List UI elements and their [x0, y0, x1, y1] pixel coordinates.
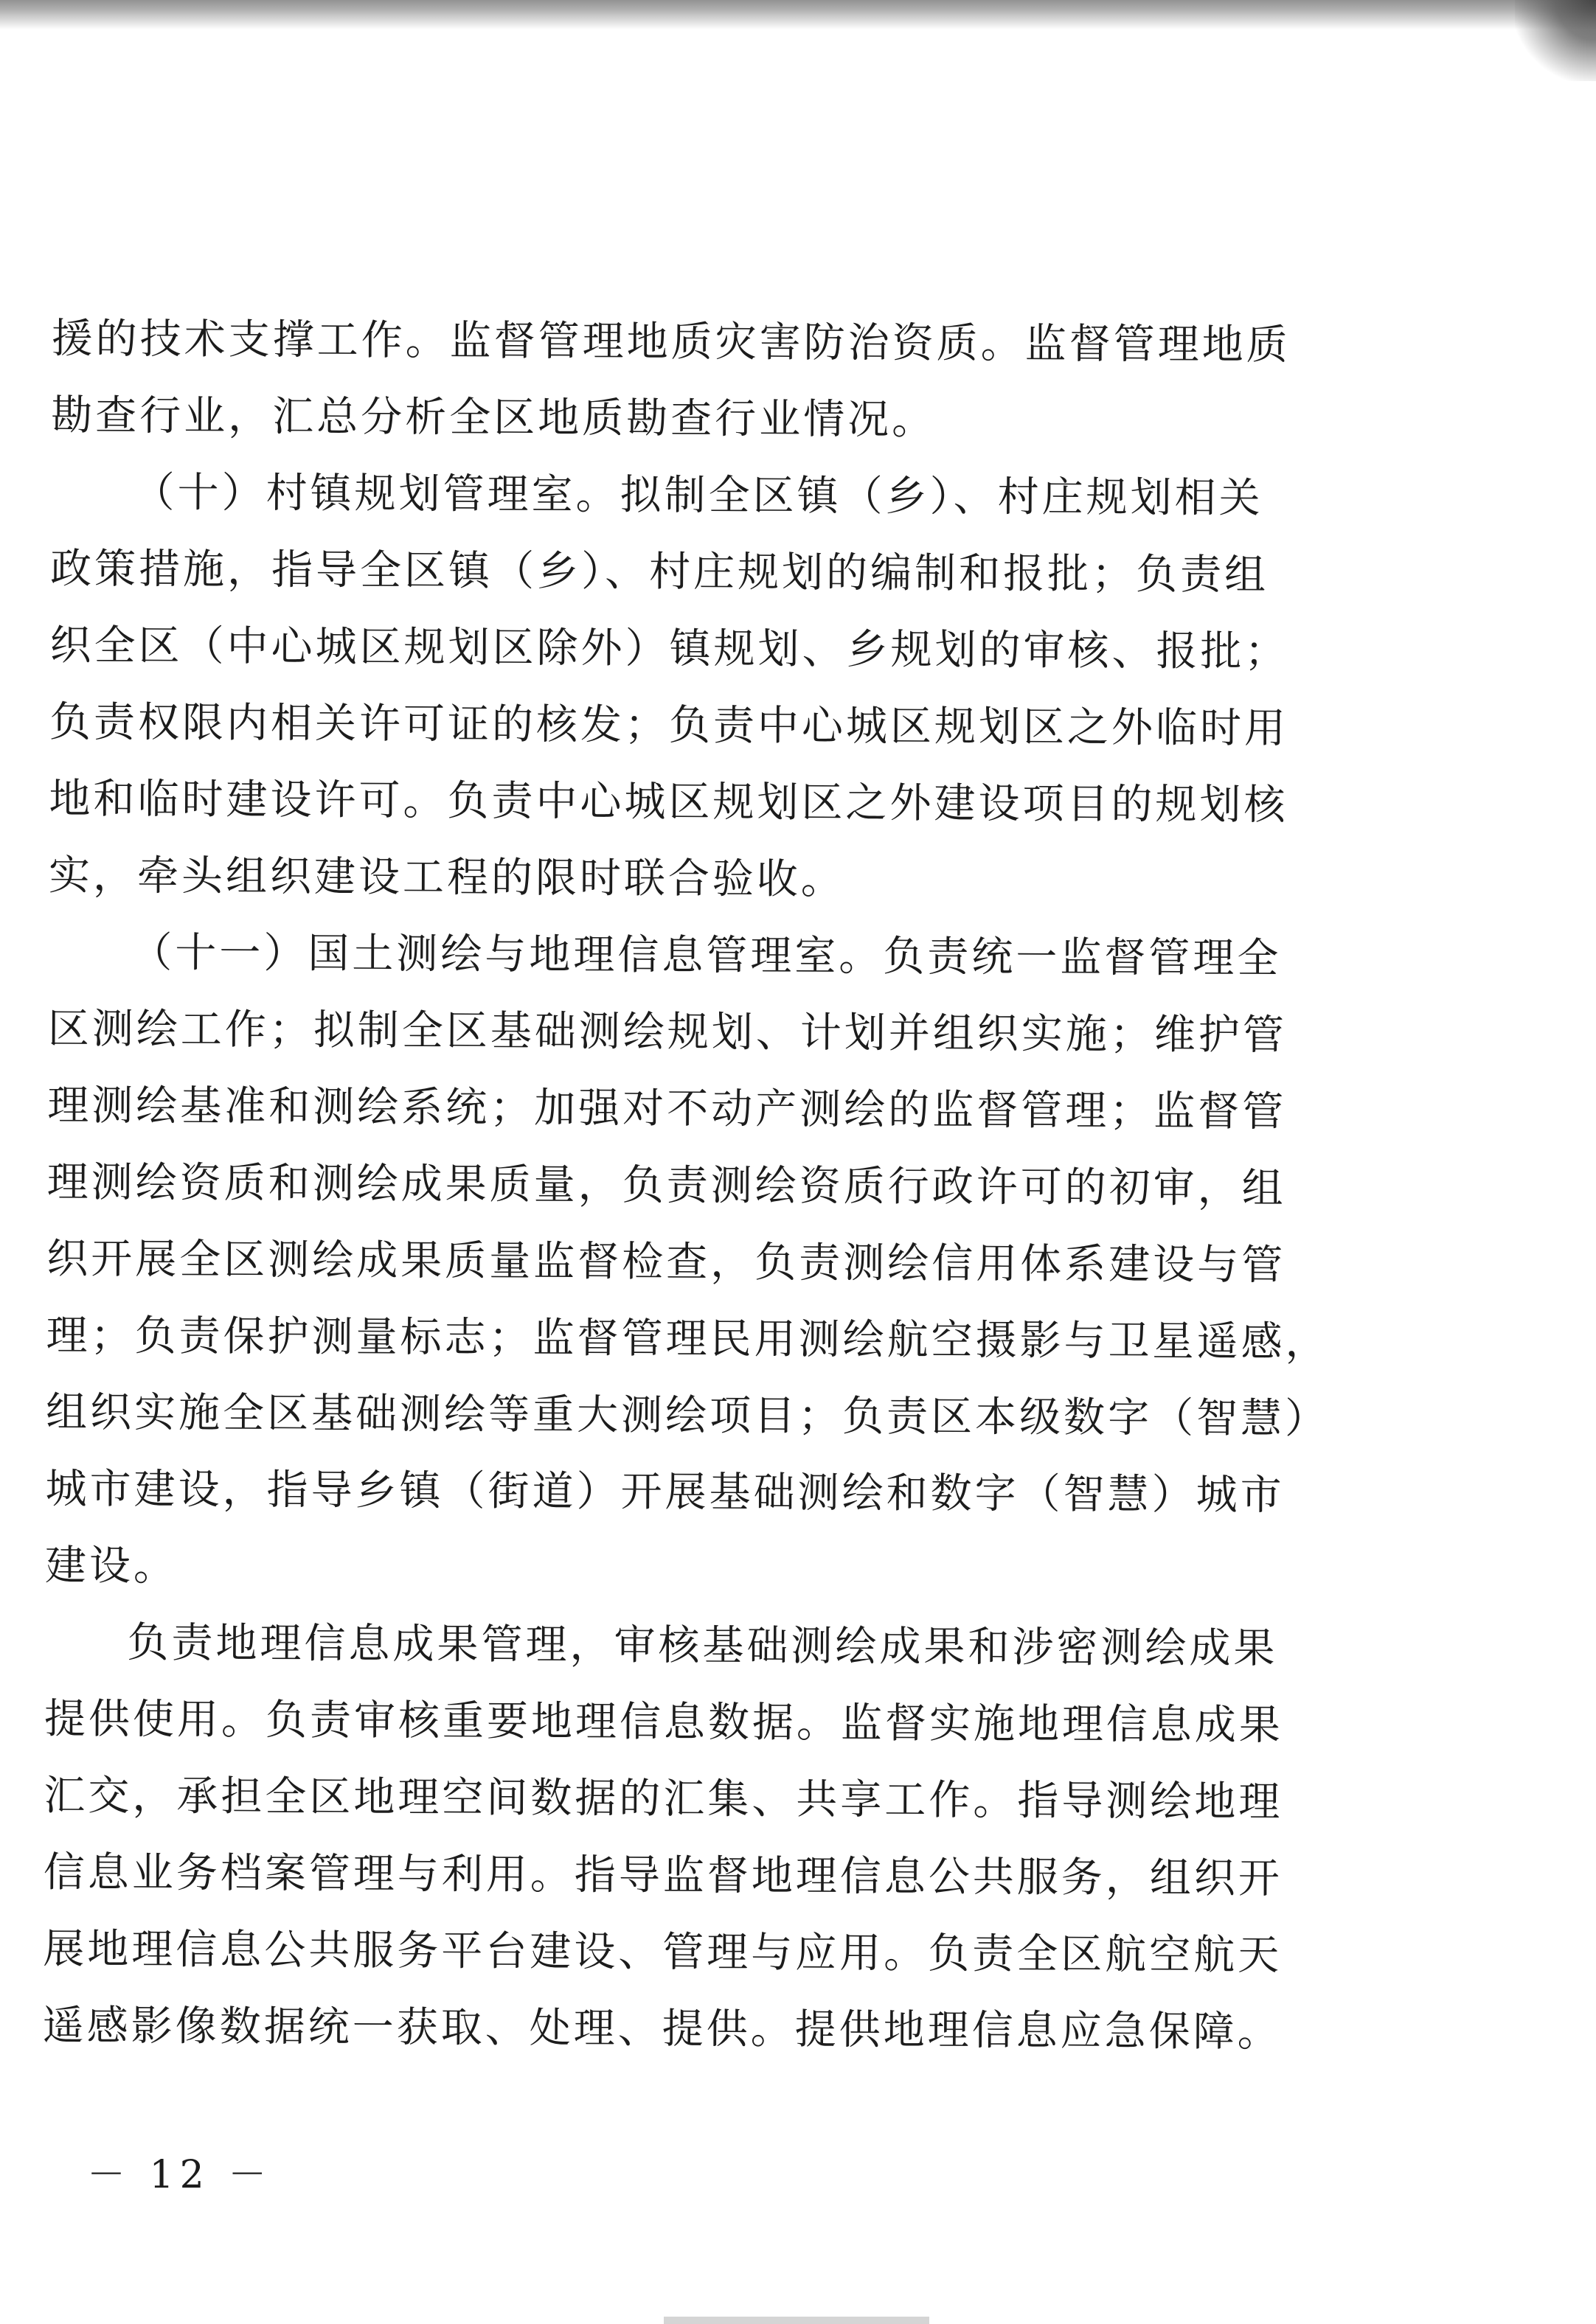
text-line: 建设。	[44, 1541, 178, 1590]
page-number: － 12 －	[87, 2153, 273, 2197]
text-line: 勘查行业，汇总分析全区地质勘查行业情况。	[51, 391, 937, 445]
text-line: 提供使用。负责审核重要地理信息数据。监督实施地理信息成果	[44, 1694, 1284, 1750]
text-line: 信息业务档案管理与利用。指导监督地理信息公共服务，组织开	[43, 1848, 1283, 1903]
scan-shadow-top	[0, 0, 1596, 29]
text-line: 遥感影像数据统一获取、处理、提供。提供地理信息应急保障。	[42, 2001, 1282, 2056]
text-line: 区测绘工作；拟制全区基础测绘规划、计划并组织实施；维护管	[47, 1004, 1287, 1060]
text-line: 理测绘基准和测绘系统；加强对不动产测绘的监督管理；监督管	[47, 1081, 1287, 1136]
text-line: 汇交，承担全区地理空间数据的汇集、共享工作。指导测绘地理	[44, 1771, 1283, 1826]
text-line: 组织实施全区基础测绘等重大测绘项目；负责区本级数字（智慧）	[45, 1388, 1330, 1444]
section-heading-10: （十）村镇规划管理室。拟制全区镇（乡）、村庄规划相关	[133, 468, 1263, 523]
text-line: 展地理信息公共服务平台建设、管理与应用。负责全区航空航天	[43, 1924, 1283, 1980]
paragraph-start: 负责地理信息成果管理，审核基础测绘成果和涉密测绘成果	[127, 1618, 1278, 1673]
text-line: 织全区（中心城区规划区除外）镇规划、乡规划的审核、报批；	[49, 621, 1289, 676]
text-line: 负责权限内相关许可证的核发；负责中心城区规划区之外临时用	[49, 697, 1289, 753]
document-body	[42, 301, 1350, 2071]
text-line: 政策措施，指导全区镇（乡）、村庄规划的编制和报批；负责组	[49, 544, 1269, 599]
text-line: 理测绘资质和测绘成果质量，负责测绘资质行政许可的初审，组	[46, 1158, 1286, 1213]
section-heading-11: （十一）国土测绘与地理信息管理室。负责统一监督管理全	[131, 928, 1282, 983]
scan-shadow-bottom	[664, 2317, 929, 2324]
text-line: 城市建设，指导乡镇（街道）开展基础测绘和数字（智慧）城市	[45, 1464, 1285, 1520]
text-line: 援的技术支撑工作。监督管理地质灾害防治资质。监督管理地质	[51, 314, 1291, 369]
scan-shadow-corner	[1515, 0, 1596, 81]
text-line: 理；负责保护测量标志；监督管理民用测绘航空摄影与卫星遥感，	[46, 1311, 1330, 1367]
text-line: 实，牵头组织建设工程的限时联合验收。	[48, 851, 846, 904]
text-line: 地和临时建设许可。负责中心城区规划区之外建设项目的规划核	[49, 774, 1288, 829]
text-line: 织开展全区测绘成果质量监督检查，负责测绘信用体系建设与管	[46, 1234, 1286, 1290]
